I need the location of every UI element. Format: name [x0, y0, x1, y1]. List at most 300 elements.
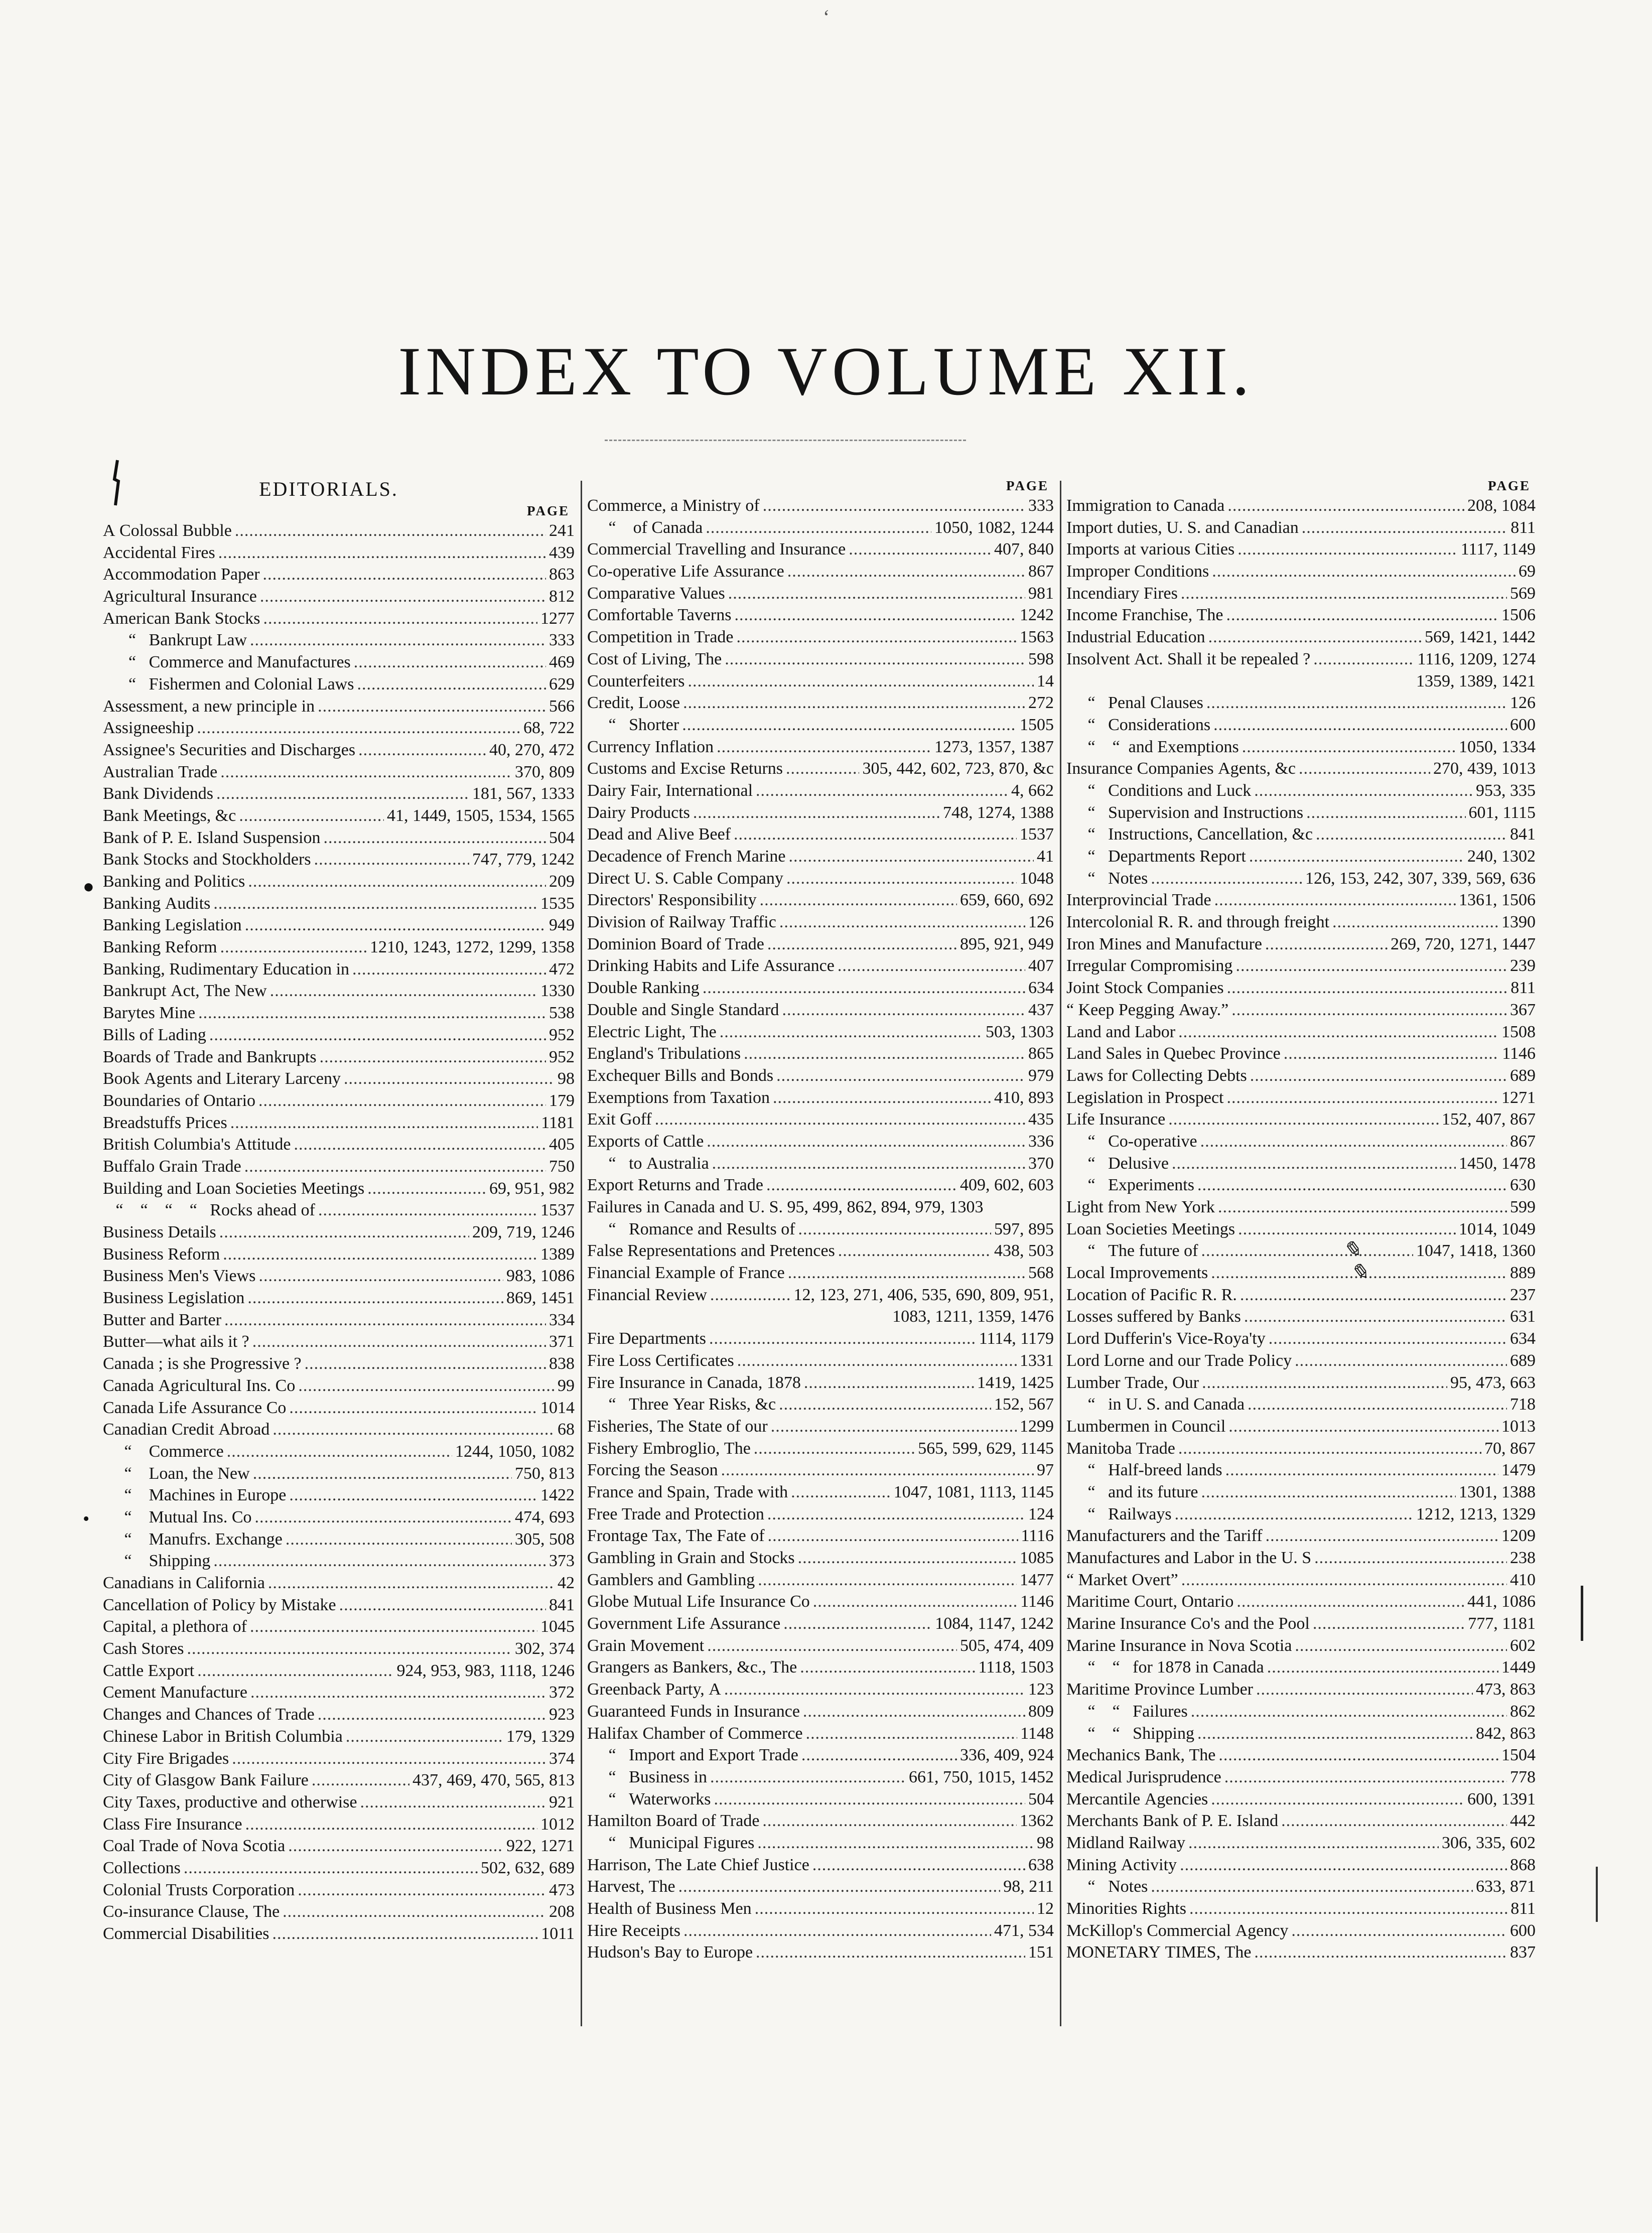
entry-topic: Drinking Habits and Life Assurance: [587, 956, 835, 975]
entry-topic: Income Franchise, The: [1066, 606, 1223, 625]
entry-topic: Commercial Travelling and Insurance: [587, 540, 846, 559]
dot-leader: [344, 1068, 555, 1090]
entry-pages: 504: [1028, 1789, 1054, 1808]
dot-leader: [1211, 1788, 1464, 1810]
dot-leader: [1181, 583, 1507, 605]
entry-pages: 473: [549, 1880, 575, 1899]
entry-topic: “ Penal Clauses: [1066, 693, 1203, 713]
dot-leader: [258, 1090, 546, 1112]
entry-pages: 99: [558, 1376, 575, 1395]
entry-topic: Grangers as Bankers, &c., The: [587, 1658, 797, 1677]
dot-leader: [693, 802, 940, 824]
dot-leader: [1181, 1569, 1507, 1591]
entry-pages: 333: [549, 631, 575, 650]
entry-pages: 179: [549, 1091, 575, 1110]
dot-leader: [755, 1898, 1034, 1920]
entry-pages: 1117, 1149: [1460, 540, 1536, 559]
index-entry: [103, 1265, 575, 1287]
entry-pages: 809: [1028, 1702, 1054, 1721]
entry-topic: Accidental Fires: [103, 543, 215, 562]
dot-leader: [270, 980, 537, 1002]
entry-pages: 370, 809: [515, 762, 575, 781]
index-entry: [103, 586, 575, 608]
entry-pages: 812: [549, 587, 575, 606]
index-entry: [103, 914, 575, 936]
entry-pages: 659, 660, 692: [960, 891, 1054, 910]
dot-leader: [289, 1397, 537, 1419]
entry-topic: Mining Activity: [1066, 1855, 1177, 1874]
entry-pages: 869, 1451: [506, 1289, 575, 1308]
entry-pages: 600: [1510, 715, 1536, 734]
index-entry: [587, 1108, 1054, 1131]
index-entry: [1066, 1481, 1536, 1503]
entry-pages: 777, 1181: [1468, 1614, 1536, 1633]
entry-topic: Financial Example of France: [587, 1264, 785, 1283]
dot-leader: [800, 1656, 975, 1679]
page-top-smudge: ‘: [823, 6, 830, 28]
index-entry: [103, 1616, 575, 1638]
entry-topic: “ Manufrs. Exchange: [103, 1529, 283, 1549]
entry-pages: 1146: [1502, 1044, 1536, 1063]
index-entry: [1066, 1108, 1536, 1131]
page-column-header: PAGE: [1488, 478, 1531, 493]
index-entry: [587, 604, 1054, 626]
entry-pages: 41: [1037, 847, 1054, 866]
entry-topic: City Fire Brigades: [103, 1749, 229, 1768]
entry-pages: 40, 270, 472: [489, 740, 575, 759]
dot-leader: [360, 1791, 546, 1813]
entry-topic: Fire Loss Certificates: [587, 1351, 734, 1370]
dot-leader: [1218, 1744, 1498, 1766]
index-entry: [103, 1397, 575, 1419]
entry-topic: Gambling in Grain and Stocks: [587, 1549, 795, 1567]
entry-pages: 370: [1028, 1154, 1054, 1173]
entry-pages: 240, 1302: [1467, 847, 1536, 866]
entry-pages: 98: [558, 1069, 575, 1088]
entry-pages: 634: [1510, 1329, 1536, 1348]
entry-topic: Legislation in Prospect: [1066, 1088, 1224, 1107]
entry-pages: 209, 719, 1246: [472, 1223, 575, 1241]
entry-pages: 437: [1028, 1000, 1054, 1019]
dot-leader: [757, 1832, 1034, 1854]
entry-topic: Grain Movement: [587, 1636, 705, 1655]
dot-leader: [1269, 1328, 1507, 1350]
index-entry: [587, 1350, 1054, 1372]
entry-pages: 602: [1510, 1636, 1536, 1655]
dot-leader: [1206, 692, 1507, 714]
entry-topic: Local Improvements: [1066, 1264, 1208, 1283]
index-entry: [587, 1832, 1054, 1854]
entry-pages: 1422: [540, 1486, 575, 1505]
index-entry: [1066, 802, 1536, 824]
index-entry: [103, 1660, 575, 1682]
dot-leader: [683, 692, 1025, 714]
dot-leader: [252, 1331, 546, 1353]
entry-topic: Hudson's Bay to Europe: [587, 1943, 753, 1962]
index-entry: [587, 1284, 1054, 1306]
index-entry: [1066, 1656, 1536, 1679]
index-entry: [587, 1459, 1054, 1481]
dot-leader: [791, 1481, 891, 1503]
entry-pages: 748, 1274, 1388: [943, 803, 1054, 822]
entry-topic: “ Instructions, Cancellation, &c: [1066, 825, 1313, 844]
index-entry: [587, 802, 1054, 824]
index-entry: [103, 783, 575, 805]
dot-leader: [1237, 538, 1458, 561]
dot-leader: [1235, 955, 1507, 977]
dot-leader: [798, 1547, 1017, 1569]
entry-pages: 1114, 1179: [979, 1329, 1054, 1348]
entry-pages: 69, 951, 982: [489, 1179, 575, 1198]
entry-topic: Maritime Province Lumber: [1066, 1680, 1254, 1699]
index-entry: [103, 1901, 575, 1923]
entry-topic: Business Reform: [103, 1244, 220, 1264]
entry-topic: Direct U. S. Cable Company: [587, 869, 783, 888]
entry-topic: “ Commerce: [103, 1442, 224, 1461]
dot-leader: [286, 1528, 512, 1551]
entry-topic: “ Business in: [587, 1767, 707, 1786]
dot-leader: [787, 561, 1025, 583]
entry-topic: Directors' Responsibility: [587, 891, 757, 910]
dot-leader: [1250, 1065, 1507, 1087]
entry-topic: Dairy Fair, International: [587, 781, 753, 800]
entry-pages: 569: [1510, 584, 1536, 603]
entry-pages: 474, 693: [515, 1507, 575, 1526]
entry-pages: 599: [1510, 1198, 1536, 1216]
dot-leader: [288, 1835, 503, 1857]
index-entry: [103, 1112, 575, 1134]
index-entry: [1066, 1941, 1536, 1964]
entry-list: [103, 520, 575, 1945]
dot-leader: [250, 1682, 546, 1704]
index-entry: [587, 1723, 1054, 1745]
entry-topic: Chinese Labor in British Columbia: [103, 1727, 343, 1746]
entry-topic: Cattle Export: [103, 1661, 195, 1680]
dot-leader: [776, 1065, 1025, 1087]
entry-topic: “ Machines in Europe: [103, 1486, 287, 1505]
entry-topic: Business Legislation: [103, 1289, 245, 1308]
entry-pages: 1449: [1501, 1658, 1536, 1677]
entry-pages: 867: [1510, 1132, 1536, 1151]
dot-leader: [289, 1484, 537, 1506]
entry-topic: “ Shorter: [587, 715, 679, 734]
entry-topic: Mercantile Agencies: [1066, 1789, 1208, 1808]
entry-pages: 1116: [1021, 1526, 1054, 1546]
index-entry: [103, 1287, 575, 1309]
entry-topic: Commercial Disabilities: [103, 1924, 269, 1943]
index-entry: [1066, 1591, 1536, 1613]
index-entry: [587, 1393, 1054, 1416]
entry-topic: “ Mutual Ins. Co: [103, 1507, 252, 1526]
section-heading: EDITORIALS.: [259, 478, 398, 500]
entry-topic: Location of Pacific R. R.: [1066, 1285, 1237, 1304]
index-entry: [103, 1748, 575, 1770]
entry-topic: Exemptions from Taxation: [587, 1088, 770, 1107]
entry-topic: “ “ Shipping: [1066, 1724, 1194, 1743]
entry-pages: 924, 953, 983, 1118, 1246: [396, 1661, 575, 1680]
index-entry: [587, 1547, 1054, 1569]
index-entry: [1066, 1788, 1536, 1810]
dot-leader: [709, 1328, 976, 1350]
entry-topic: Harrison, The Late Chief Justice: [587, 1855, 809, 1874]
index-entry: [587, 758, 1054, 780]
dot-leader: [1284, 1043, 1499, 1065]
entry-pages: 1361, 1506: [1459, 891, 1536, 910]
index-entry: [1066, 604, 1536, 626]
index-entry: [587, 561, 1054, 583]
index-entry: [103, 717, 575, 739]
entry-pages: 333: [1028, 496, 1054, 515]
entry-pages: 1537: [1020, 825, 1054, 844]
entry-topic: Fire Insurance in Canada, 1878: [587, 1373, 801, 1392]
dot-leader: [721, 1459, 1034, 1481]
entry-topic: Competition in Trade: [587, 628, 734, 647]
index-entry: [1066, 1240, 1536, 1262]
entry-topic: Incendiary Fires: [1066, 584, 1178, 603]
entry-topic: Decadence of French Marine: [587, 847, 786, 866]
index-entry: [587, 1788, 1054, 1810]
entry-pages: 842, 863: [1476, 1724, 1536, 1743]
index-entry: [1066, 692, 1536, 714]
dot-leader: [1244, 1306, 1507, 1328]
dot-leader: [1313, 648, 1414, 670]
entry-topic: Business Men's Views: [103, 1267, 256, 1286]
dot-leader: [1200, 1131, 1507, 1153]
entry-topic: Electric Light, The: [587, 1022, 717, 1041]
entry-pages: 689: [1510, 1066, 1536, 1085]
dot-leader: [756, 780, 1008, 802]
entry-topic: Iron Mines and Manufacture: [1066, 934, 1262, 953]
index-entry: [587, 1679, 1054, 1701]
index-entry: [1066, 1766, 1536, 1788]
entry-pages: 472: [549, 959, 575, 979]
index-entry: [1066, 517, 1536, 539]
entry-pages: 4, 662: [1011, 781, 1054, 800]
entry-topic: Industrial Education: [1066, 628, 1205, 647]
index-entry: [587, 1262, 1054, 1284]
index-entry: [103, 1134, 575, 1156]
index-entry: [1066, 823, 1536, 846]
dot-leader: [779, 1393, 991, 1416]
entry-pages: 633, 871: [1476, 1877, 1536, 1896]
dot-leader: [849, 538, 991, 561]
entry-pages: 1537: [540, 1201, 575, 1220]
entry-pages: 1148: [1020, 1724, 1054, 1743]
page-column-header: PAGE: [1006, 478, 1049, 493]
entry-pages: 410, 893: [994, 1088, 1054, 1107]
index-entry: [1066, 1350, 1536, 1372]
dot-leader: [1180, 1854, 1507, 1876]
entry-topic: Business Details: [103, 1223, 216, 1241]
entry-topic: British Columbia's Attitude: [103, 1135, 291, 1154]
index-entry: [1066, 933, 1536, 955]
dot-leader: [725, 648, 1025, 670]
entry-pages: 1146: [1020, 1592, 1054, 1611]
dot-leader: [1214, 889, 1456, 911]
entry-pages: 305, 442, 602, 723, 870, &c: [862, 759, 1054, 778]
entry-topic: Coal Trade of Nova Scotia: [103, 1837, 286, 1856]
entry-topic: Credit, Loose: [587, 693, 680, 713]
index-column-1: [103, 477, 575, 2032]
index-entry: [1066, 1262, 1536, 1284]
index-entry: [587, 1503, 1054, 1525]
entry-pages: 374: [549, 1749, 575, 1768]
entry-pages: 367: [1510, 1000, 1536, 1019]
entry-topic: City Taxes, productive and otherwise: [103, 1792, 357, 1811]
entry-topic: Forcing the Season: [587, 1461, 718, 1480]
dot-leader: [1291, 1920, 1507, 1942]
entry-topic: “ Commerce and Manufactures: [103, 653, 351, 672]
entry-topic: “ Notes: [1066, 869, 1148, 888]
handwritten-annotation: ✎: [1342, 1237, 1361, 1262]
dot-leader: [305, 1353, 546, 1375]
entry-pages: 569, 1421, 1442: [1425, 628, 1536, 647]
index-entry: [1066, 583, 1536, 605]
entry-topic: Laws for Collecting Debts: [1066, 1066, 1247, 1085]
index-entry: [103, 695, 575, 718]
entry-pages: 437, 469, 470, 565, 813: [412, 1771, 575, 1790]
index-column-3: [1066, 477, 1536, 2032]
dot-leader: [703, 977, 1025, 999]
entry-topic: Banking, Rudimentary Education in: [103, 959, 350, 979]
index-entry: [587, 1153, 1054, 1175]
entry-pages: 336, 409, 924: [960, 1746, 1054, 1765]
dot-leader: [1332, 911, 1498, 933]
entry-pages: 126: [1028, 913, 1054, 932]
entry-pages: 952: [549, 1047, 575, 1066]
index-entry: [587, 780, 1054, 802]
entry-topic: Exit Goff: [587, 1110, 652, 1129]
dot-leader: [197, 717, 520, 739]
index-entry: [1066, 495, 1536, 517]
entry-topic: “ The future of: [1066, 1241, 1198, 1261]
dot-leader: [245, 914, 546, 936]
entry-pages: 838: [549, 1354, 575, 1373]
dot-leader: [688, 670, 1034, 692]
dot-leader: [1254, 780, 1473, 802]
entry-pages: 95, 473, 663: [1450, 1373, 1536, 1392]
index-entry: [1066, 955, 1536, 977]
index-entry: [587, 1065, 1054, 1087]
dot-leader: [1197, 1174, 1507, 1196]
margin-dot-mark: ●: [83, 876, 94, 897]
entry-topic: “ Considerations: [1066, 715, 1211, 734]
index-entry: [103, 1221, 575, 1243]
entry-pages: 237: [1510, 1285, 1536, 1304]
entry-pages: 778: [1510, 1767, 1536, 1786]
index-entry: [587, 670, 1054, 692]
index-entry: [1066, 1503, 1536, 1525]
dot-leader: [1227, 977, 1508, 999]
entry-pages: 405: [549, 1135, 575, 1154]
dot-leader: [1295, 1350, 1507, 1372]
entry-topic: Health of Business Men: [587, 1899, 752, 1918]
index-entry: [103, 1309, 575, 1331]
entry-pages: 568: [1028, 1264, 1054, 1283]
index-entry: [587, 1525, 1054, 1547]
entry-pages: 505, 474, 409: [960, 1636, 1054, 1655]
entry-pages: 634: [1028, 979, 1054, 998]
entry-topic: Land Sales in Quebec Province: [1066, 1044, 1281, 1063]
index-entry: [587, 1131, 1054, 1153]
entry-pages: 689: [1510, 1351, 1536, 1370]
entry-topic: Butter—what ails it ?: [103, 1332, 249, 1351]
dot-leader: [1265, 933, 1388, 955]
dot-leader: [220, 936, 367, 958]
entry-topic: “ Notes: [1066, 1877, 1148, 1896]
dot-leader: [1225, 1459, 1498, 1481]
dot-leader: [1254, 1941, 1507, 1964]
entry-pages: 442: [1510, 1811, 1536, 1831]
dot-leader: [1228, 1416, 1498, 1438]
entry-topic: “ Municipal Figures: [587, 1833, 755, 1852]
entry-topic: “ Departments Report: [1066, 847, 1246, 866]
entry-pages: 1209: [1501, 1526, 1536, 1546]
entry-pages: 123: [1028, 1680, 1054, 1699]
entry-pages: 1011: [541, 1924, 575, 1943]
entry-pages: 863: [549, 565, 575, 584]
index-entry: [587, 933, 1054, 955]
dot-leader: [230, 1112, 538, 1134]
dot-leader: [318, 1704, 546, 1726]
entry-pages: 42: [558, 1574, 575, 1592]
entry-pages: 1012: [540, 1815, 575, 1834]
index-entry: [1066, 1744, 1536, 1766]
dot-leader: [198, 1002, 546, 1024]
dot-leader: [1256, 1679, 1473, 1701]
entry-topic: Boards of Trade and Bankrupts: [103, 1047, 317, 1066]
index-entry: [1066, 780, 1536, 802]
entry-pages: 638: [1028, 1855, 1054, 1874]
entry-topic: Comparative Values: [587, 584, 725, 603]
entry-topic: “ Bankrupt Law: [103, 631, 247, 650]
entry-pages: 1244, 1050, 1082: [455, 1442, 575, 1461]
entry-pages: 1014: [540, 1398, 575, 1417]
dot-leader: [1226, 604, 1499, 626]
entry-pages: 630: [1510, 1176, 1536, 1195]
dot-leader: [771, 1416, 1017, 1438]
dot-leader: [1218, 1196, 1507, 1218]
dot-leader: [250, 1616, 537, 1638]
entry-pages: 473, 863: [1476, 1680, 1536, 1699]
entry-topic: American Bank Stocks: [103, 609, 260, 628]
index-entry: [587, 626, 1054, 648]
dot-leader: [272, 1923, 538, 1945]
dot-leader: [682, 714, 1017, 736]
dot-leader: [804, 1372, 974, 1394]
dot-leader: [763, 495, 1025, 517]
entry-topic: Capital, a plethora of: [103, 1617, 247, 1636]
index-entry: [1066, 1393, 1536, 1416]
index-entry: [587, 911, 1054, 933]
entry-topic: Manitoba Trade: [1066, 1439, 1175, 1458]
index-entry: [103, 1441, 575, 1463]
entry-topic: Interprovincial Trade: [1066, 891, 1211, 910]
entry-topic: “ Waterworks: [587, 1789, 711, 1808]
entry-topic: Insolvent Act. Shall it be repealed ?: [1066, 649, 1311, 668]
entry-pages: 270, 439, 1013: [1433, 759, 1536, 778]
entry-pages: 867: [1028, 562, 1054, 581]
entry-topic: “ Keep Pegging Away.”: [1066, 1000, 1229, 1019]
index-entry: [1066, 977, 1536, 999]
index-entry: [1066, 1174, 1536, 1196]
index-entry: [103, 542, 575, 564]
entry-topic: Medical Jurisprudence: [1066, 1767, 1221, 1786]
entry-topic: Intercolonial R. R. and through freight: [1066, 913, 1330, 932]
entry-pages: 1118, 1503: [978, 1658, 1054, 1677]
index-entry: [587, 1569, 1054, 1591]
dot-leader: [260, 586, 546, 608]
